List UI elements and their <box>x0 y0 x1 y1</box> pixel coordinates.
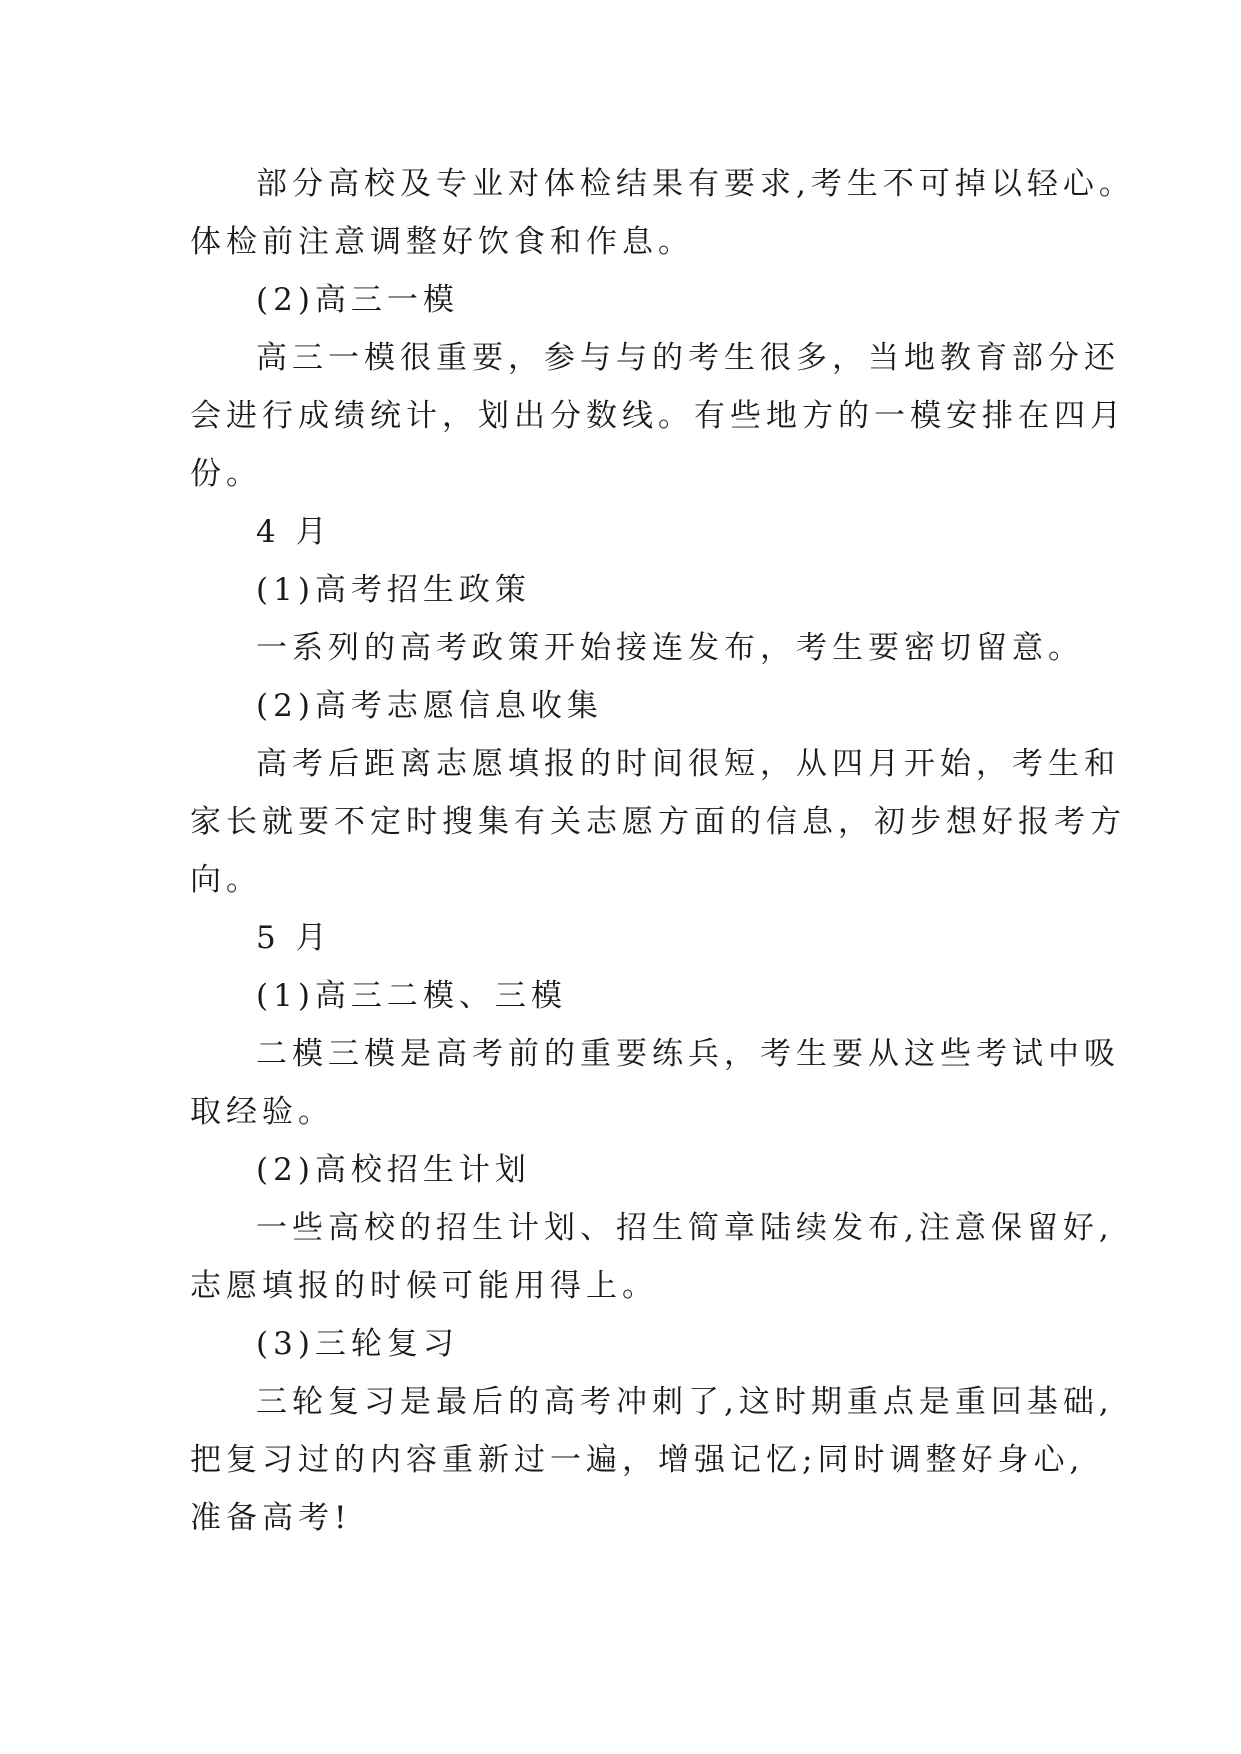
paragraph-line: 部分高校及专业对体检结果有要求,考生不可掉以轻心。 <box>256 166 1135 202</box>
month-heading: 5 月 <box>256 920 332 956</box>
month-heading: 4 月 <box>256 514 332 550</box>
paragraph-line: 二模三模是高考前的重要练兵，考生要从这些考试中吸 <box>256 1036 1120 1072</box>
section-heading: (3)三轮复习 <box>256 1326 459 1362</box>
section-heading: (2)高三一模 <box>256 282 459 318</box>
section-heading: (2)高校招生计划 <box>256 1152 531 1188</box>
paragraph-line: 三轮复习是最后的高考冲刺了,这时期重点是重回基础, <box>256 1384 1114 1420</box>
paragraph-line: 高三一模很重要，参与与的考生很多，当地教育部分还 <box>256 340 1120 376</box>
paragraph-line: 取经验。 <box>190 1094 334 1130</box>
paragraph-line: 份。 <box>190 456 262 492</box>
paragraph-line: 家长就要不定时搜集有关志愿方面的信息，初步想好报考方 <box>190 804 1126 840</box>
paragraph-line: 向。 <box>190 862 262 898</box>
paragraph-line: 一些高校的招生计划、招生简章陆续发布,注意保留好, <box>256 1210 1114 1246</box>
paragraph-line: 志愿填报的时候可能用得上。 <box>190 1268 658 1304</box>
section-heading: (1)高考招生政策 <box>256 572 531 608</box>
paragraph-line: 会进行成绩统计，划出分数线。有些地方的一模安排在四月 <box>190 398 1126 434</box>
paragraph-line: 体检前注意调整好饮食和作息。 <box>190 224 694 260</box>
paragraph-line: 准备高考! <box>190 1500 352 1536</box>
section-heading: (1)高三二模、三模 <box>256 978 567 1014</box>
paragraph-line: 高考后距离志愿填报的时间很短，从四月开始，考生和 <box>256 746 1120 782</box>
paragraph-line: 把复习过的内容重新过一遍，增强记忆;同时调整好身心, <box>190 1442 1085 1478</box>
section-heading: (2)高考志愿信息收集 <box>256 688 603 724</box>
paragraph-line: 一系列的高考政策开始接连发布，考生要密切留意。 <box>256 630 1084 666</box>
